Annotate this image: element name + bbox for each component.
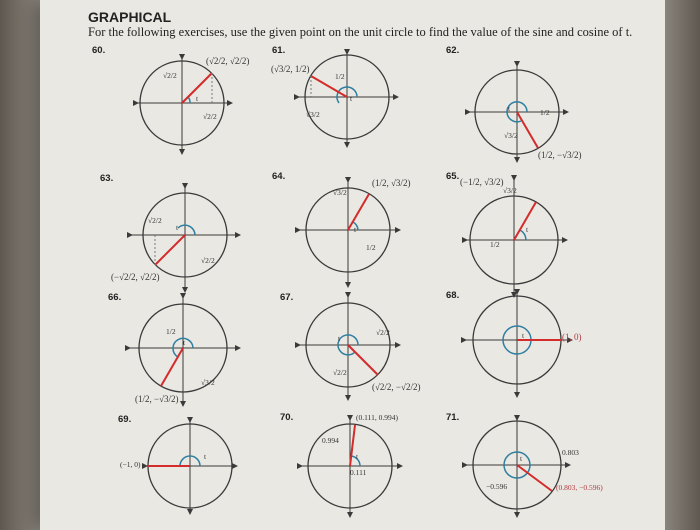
side-label: √2/2 xyxy=(163,71,177,80)
point-label: (√2/2, −√2/2) xyxy=(372,382,421,392)
exercise-number: 68. xyxy=(446,290,460,301)
angle-label: t xyxy=(508,104,511,113)
point-label: (√2/2, √2/2) xyxy=(206,56,250,66)
exercise-number: 71. xyxy=(446,412,460,423)
angle-label: t xyxy=(350,94,353,103)
side-label: √3/2 xyxy=(503,186,517,195)
side-label: 0.803 xyxy=(562,448,579,457)
point-label: (1/2, −√3/2) xyxy=(538,150,582,160)
figure-66 xyxy=(128,296,238,404)
figure-71 xyxy=(465,418,568,515)
point-label: (−√2/2, √2/2) xyxy=(111,272,160,282)
side-label: 1/2 xyxy=(166,327,176,336)
exercise-number: 69. xyxy=(118,414,132,425)
exercise-number: 66. xyxy=(108,292,122,303)
point-label: (1/2, √3/2) xyxy=(372,178,411,188)
figure-61 xyxy=(297,52,396,145)
side-label: 0.111 xyxy=(350,468,367,477)
exercise-number: 60. xyxy=(92,45,106,56)
exercise-number: 63. xyxy=(100,173,114,184)
exercise-number: 64. xyxy=(272,171,286,182)
figure-62 xyxy=(468,64,566,160)
figure-60 xyxy=(136,57,230,152)
exercise-number: 65. xyxy=(446,171,460,182)
side-label: √2/2 xyxy=(203,112,217,121)
side-label: √2/2 xyxy=(148,216,162,225)
angle-label: t xyxy=(338,334,341,343)
angle-label: t xyxy=(354,225,357,234)
instructions-text: For the following exercises, use the given point on the unit circle to find the value of the sine and cosine of t. xyxy=(88,25,633,39)
figure-70 xyxy=(300,418,400,515)
section-heading: GRAPHICAL xyxy=(88,9,172,25)
point-label: (−1/2, √3/2) xyxy=(460,177,504,187)
point-label: (−1, 0) xyxy=(120,460,141,469)
figure-64 xyxy=(298,180,398,285)
angle-label: t xyxy=(183,338,186,347)
side-label: 1/2 xyxy=(540,108,550,117)
angle-label: t xyxy=(204,452,207,461)
figure-68 xyxy=(464,292,570,395)
point-label: (0.111, 0.994) xyxy=(356,413,398,422)
point-label: (0.803, −0.596) xyxy=(556,483,603,492)
side-label: √2/2 xyxy=(201,256,215,265)
figure-65 xyxy=(465,178,565,295)
exercise-number: 67. xyxy=(280,292,294,303)
side-label: √2/2 xyxy=(376,328,390,337)
side-label: 1/2 xyxy=(490,240,500,249)
exercise-number: 70. xyxy=(280,412,294,423)
point-label: (√3/2, 1/2) xyxy=(271,64,310,74)
side-label: √3/2 xyxy=(201,378,215,387)
exercise-number: 61. xyxy=(272,45,286,56)
point-label: (1/2, −√3/2) xyxy=(135,394,179,404)
side-label: 0.994 xyxy=(322,436,339,445)
side-label: √3/2 xyxy=(306,110,320,119)
angle-label: t xyxy=(356,452,359,461)
angle-label: t xyxy=(176,223,179,232)
side-label: 1/2 xyxy=(366,243,376,252)
figure-69 xyxy=(145,420,235,512)
angle-label: t xyxy=(520,454,523,463)
angle-label: t xyxy=(526,225,529,234)
exercise-number: 62. xyxy=(446,45,460,56)
side-label: −0.596 xyxy=(486,482,508,491)
angle-label: t xyxy=(196,94,199,103)
side-label: √3/2 xyxy=(504,131,518,140)
point-label: (1, 0) xyxy=(562,332,582,342)
angle-label: t xyxy=(522,331,525,340)
side-label: 1/2 xyxy=(335,72,345,81)
side-label: √3/2 xyxy=(333,188,347,197)
side-label: √2/2 xyxy=(333,368,347,377)
